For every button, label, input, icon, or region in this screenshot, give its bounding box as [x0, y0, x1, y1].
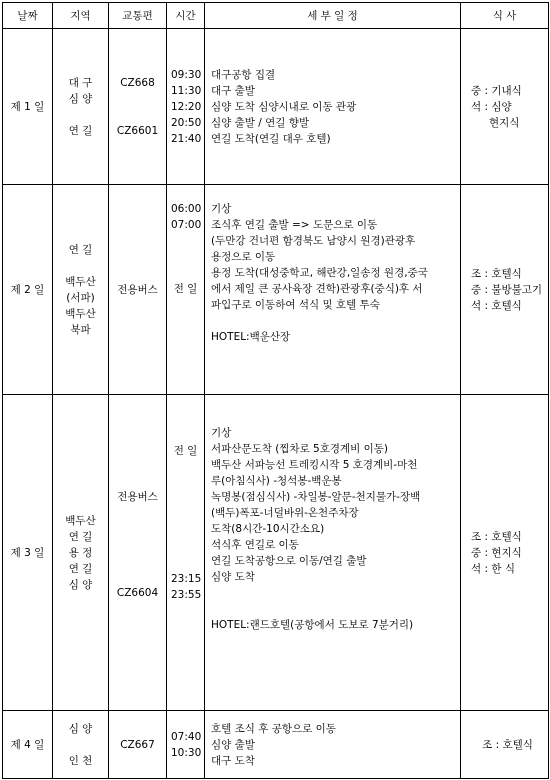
region-line: 대 구: [68, 76, 93, 89]
header-time: 시간: [167, 3, 205, 29]
meal-line: 조 : 호텔식: [482, 738, 533, 751]
meal-cell: [461, 711, 549, 779]
meal-line: 석 : 한 식: [471, 562, 515, 575]
day-label: 제 3 일: [3, 395, 53, 711]
detail-cell: [205, 395, 461, 711]
header-details: 세 부 일 정: [205, 3, 461, 29]
detail-line: 기상: [211, 427, 232, 439]
time-line: 10:30: [171, 746, 202, 759]
time-cell: [167, 395, 205, 711]
detail-cell: [205, 29, 461, 185]
detail-line: 심양 출발: [211, 738, 255, 751]
meal-line: 조 : 호텔식: [471, 267, 522, 280]
meal-line: 석 : 호텔식: [471, 299, 522, 312]
time-line: 23:55: [171, 589, 202, 601]
time-line: 06:00: [171, 203, 202, 215]
region-cell: [53, 711, 109, 779]
transport-type: 전용버스: [117, 490, 158, 503]
time-line: 07:00: [171, 219, 202, 231]
detail-line: (백두)폭포-너덜바위-온천주차장: [211, 507, 359, 519]
detail-line: 용정으로 이동: [211, 251, 276, 263]
detail-line: 대구 출발: [211, 84, 255, 97]
meal-line: 조 : 호텔식: [471, 530, 522, 543]
day-4-row: [3, 711, 549, 779]
region-line: 연 길: [68, 124, 93, 137]
meal-cell: [461, 29, 549, 185]
day-2-row: [3, 185, 549, 395]
time-cell: [167, 711, 205, 779]
region-cell: [53, 395, 109, 711]
region-line: 심 양: [68, 578, 93, 591]
region-line: 연 길: [68, 243, 93, 256]
day-label: 제 2 일: [3, 185, 53, 395]
time-line: 전 일: [173, 445, 198, 457]
region-line: 연 길: [68, 562, 93, 575]
detail-cell: [205, 711, 461, 779]
detail-line: 심양 출발 / 연길 향발: [211, 116, 310, 129]
day-1-row: [3, 29, 549, 185]
region-line: 백두산: [65, 275, 96, 288]
detail-line: (두만강 건너편 함경북도 남양시 원경)관광후: [211, 235, 416, 247]
detail-line: 호텔 조식 후 공항으로 이동: [211, 722, 336, 735]
detail-line: 녹명봉(점심식사) -차일봉-알문-천지물가-장백: [211, 491, 421, 503]
meal-line: 중 : 불방불고기: [471, 283, 543, 296]
time-line: 20:50: [171, 116, 202, 129]
transport-cell: [109, 185, 167, 395]
time-cell: [167, 29, 205, 185]
flight-number: CZ6601: [116, 124, 159, 137]
flight-number: CZ668: [120, 76, 155, 89]
transport-cell: [109, 29, 167, 185]
time-line: 23:15: [171, 573, 202, 585]
detail-line: 기상: [211, 203, 232, 215]
region-line: 인 천: [68, 754, 93, 767]
detail-line: 루(아침식사) -청석봉-백운봉: [211, 475, 342, 487]
day-label: 제 4 일: [3, 711, 53, 779]
meal-cell: [461, 185, 549, 395]
header-region: 지역: [53, 3, 109, 29]
detail-cell: [205, 185, 461, 395]
detail-line: 연길 도착(연길 대우 호텔): [211, 132, 331, 145]
region-line: 북파: [70, 323, 91, 336]
detail-line: 석식후 연길로 이동: [211, 539, 299, 551]
detail-line: 용정 도착(대성중학교, 해란강,일송정 원경,중국: [211, 267, 428, 279]
hotel-line: HOTEL:랜드호텔(공항에서 도보로 7분거리): [211, 619, 414, 631]
detail-line: 연길 도착공항으로 이동/연길 출발: [211, 555, 367, 567]
detail-line: 심양 도착: [211, 571, 255, 583]
region-line: 연 길: [68, 530, 93, 543]
detail-line: 조식후 연길 출발 => 도문으로 이동: [211, 219, 378, 231]
transport-cell: [109, 711, 167, 779]
region-line: (서파): [66, 291, 95, 304]
header-meals: 식 사: [461, 3, 549, 29]
region-line: 용 정: [68, 546, 93, 559]
header-transport: 교통편: [109, 3, 167, 29]
meal-cell: [461, 395, 549, 711]
time-cell: [167, 185, 205, 395]
detail-line: 대구 도착: [211, 754, 255, 767]
meal-line: 석 : 심양: [471, 100, 512, 113]
detail-line: 대구공항 집결: [211, 68, 276, 81]
region-cell: [53, 29, 109, 185]
detail-line: 파입구로 이동하여 석식 및 호텔 투숙: [211, 299, 380, 311]
hotel-line: HOTEL:백운산장: [211, 331, 291, 343]
time-line: 12:20: [171, 100, 202, 113]
table-header-row: [3, 3, 549, 29]
time-line: 09:30: [171, 68, 202, 81]
detail-line: 에서 제일 큰 공사육장 견학)관광후(중식)후 서: [211, 283, 423, 295]
itinerary-table: [2, 2, 549, 779]
detail-line: 서파산문도착 (찝차로 5호경계비 이동): [211, 443, 389, 455]
flight-number: CZ667: [120, 738, 155, 751]
region-line: 심 양: [68, 92, 93, 105]
time-line: 11:30: [171, 84, 202, 97]
time-line: 21:40: [171, 132, 202, 145]
region-line: 백두산: [65, 514, 96, 527]
transport-cell: [109, 395, 167, 711]
meal-line: 중 : 현지식: [471, 546, 522, 559]
transport-type: 전용버스: [117, 283, 158, 296]
detail-line: 백두산 서파능선 트레킹시작 5 호경계비-마천: [211, 459, 418, 471]
region-cell: [53, 185, 109, 395]
day-label: 제 1 일: [3, 29, 53, 185]
flight-number: CZ6604: [116, 586, 159, 599]
region-line: 백두산: [65, 307, 96, 320]
meal-line: 중 : 기내식: [471, 84, 522, 97]
region-line: 심 양: [68, 722, 93, 735]
header-date: 날짜: [3, 3, 53, 29]
time-line: 전 일: [173, 283, 198, 295]
detail-line: 심양 도착 심양시내로 이동 관광: [211, 100, 357, 113]
day-3-row: [3, 395, 549, 711]
detail-line: 도착(8시간-10시간소요): [211, 523, 325, 535]
time-line: 07:40: [171, 730, 202, 743]
meal-line: 현지식: [489, 116, 520, 129]
